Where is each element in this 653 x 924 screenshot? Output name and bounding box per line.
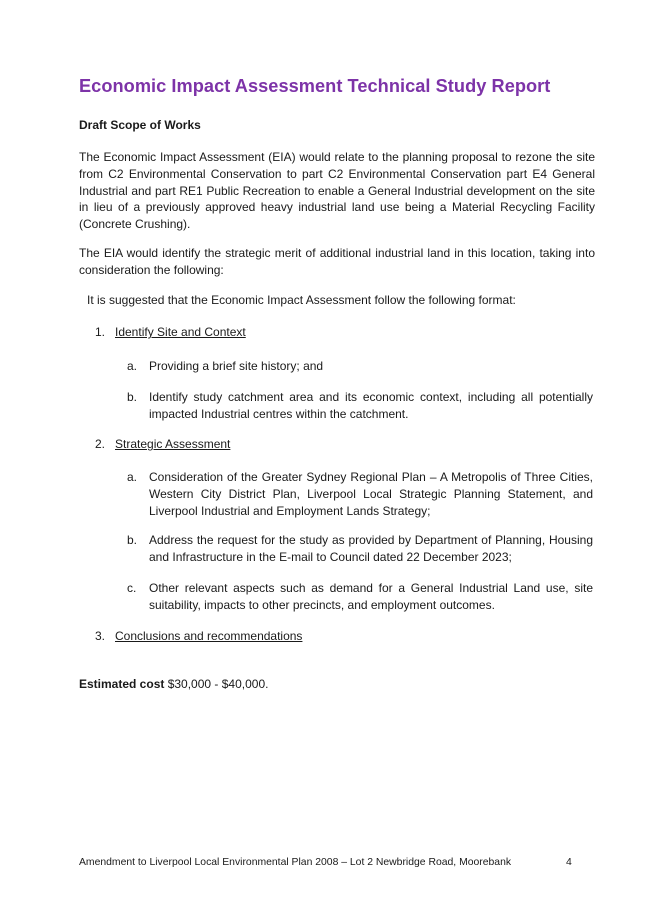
cost-label: Estimated cost [79, 677, 165, 691]
list-item-text: Identify study catchment area and its economic context, including all potentially impacted Industrial centres within the catchment. [149, 390, 593, 421]
estimated-cost [79, 677, 268, 691]
merit-paragraph: The EIA would identify the strategic merit of additional industrial land in this location, taking into consideration the following: [79, 246, 595, 277]
list-item-text: Providing a brief site history; and [149, 359, 324, 373]
list-item-text: Other relevant aspects such as demand for a General Industrial Land use, site suitability, impacts to other precincts, and employment outcomes. [149, 581, 593, 612]
list-item-text: Consideration of the Greater Sydney Regional Plan – A Metropolis of Three Cities, Western City District Plan, Liverpool Local Strategic Planning Statement, and Liverpool Industrial and Employment Lands Strategy; [149, 470, 593, 518]
cost-value: $30,000 - $40,000. [167, 677, 269, 691]
list-letter: c. [127, 581, 137, 595]
section-heading-conclusions: Conclusions and recommendations [115, 629, 303, 643]
format-paragraph: It is suggested that the Economic Impact Assessment follow the following format: [87, 293, 516, 307]
list-number: 2. [95, 437, 106, 451]
section-heading-strategic-assessment: Strategic Assessment [115, 437, 231, 451]
list-letter: b. [127, 390, 138, 404]
section-subheading: Draft Scope of Works [79, 118, 201, 132]
section-heading-site-context: Identify Site and Context [115, 325, 246, 339]
list-number: 3. [95, 629, 106, 643]
page-title: Economic Impact Assessment Technical Study Report [79, 76, 551, 96]
list-letter: b. [127, 533, 138, 547]
page-number: 4 [566, 857, 572, 868]
list-letter: a. [127, 359, 138, 373]
list-number: 1. [95, 325, 106, 339]
list-item-text: Address the request for the study as provided by Department of Planning, Housing and Infrastructure in the E-mail to Council dated 22 December 2023; [149, 533, 593, 564]
list-letter: a. [127, 470, 138, 484]
intro-paragraph: The Economic Impact Assessment (EIA) would relate to the planning proposal to rezone the site from C2 Environmental Conservation to part C2 Environmental Conservation part E4 General Industrial and part RE1 Public Recreation to enable a General Industrial development on the site in lieu of a previously approved heavy industrial land use being a Material Recycling Facility (Concrete Crushing). [79, 150, 595, 232]
page-footer: Amendment to Liverpool Local Environmental Plan 2008 – Lot 2 Newbridge Road, Moorebank [79, 857, 512, 868]
